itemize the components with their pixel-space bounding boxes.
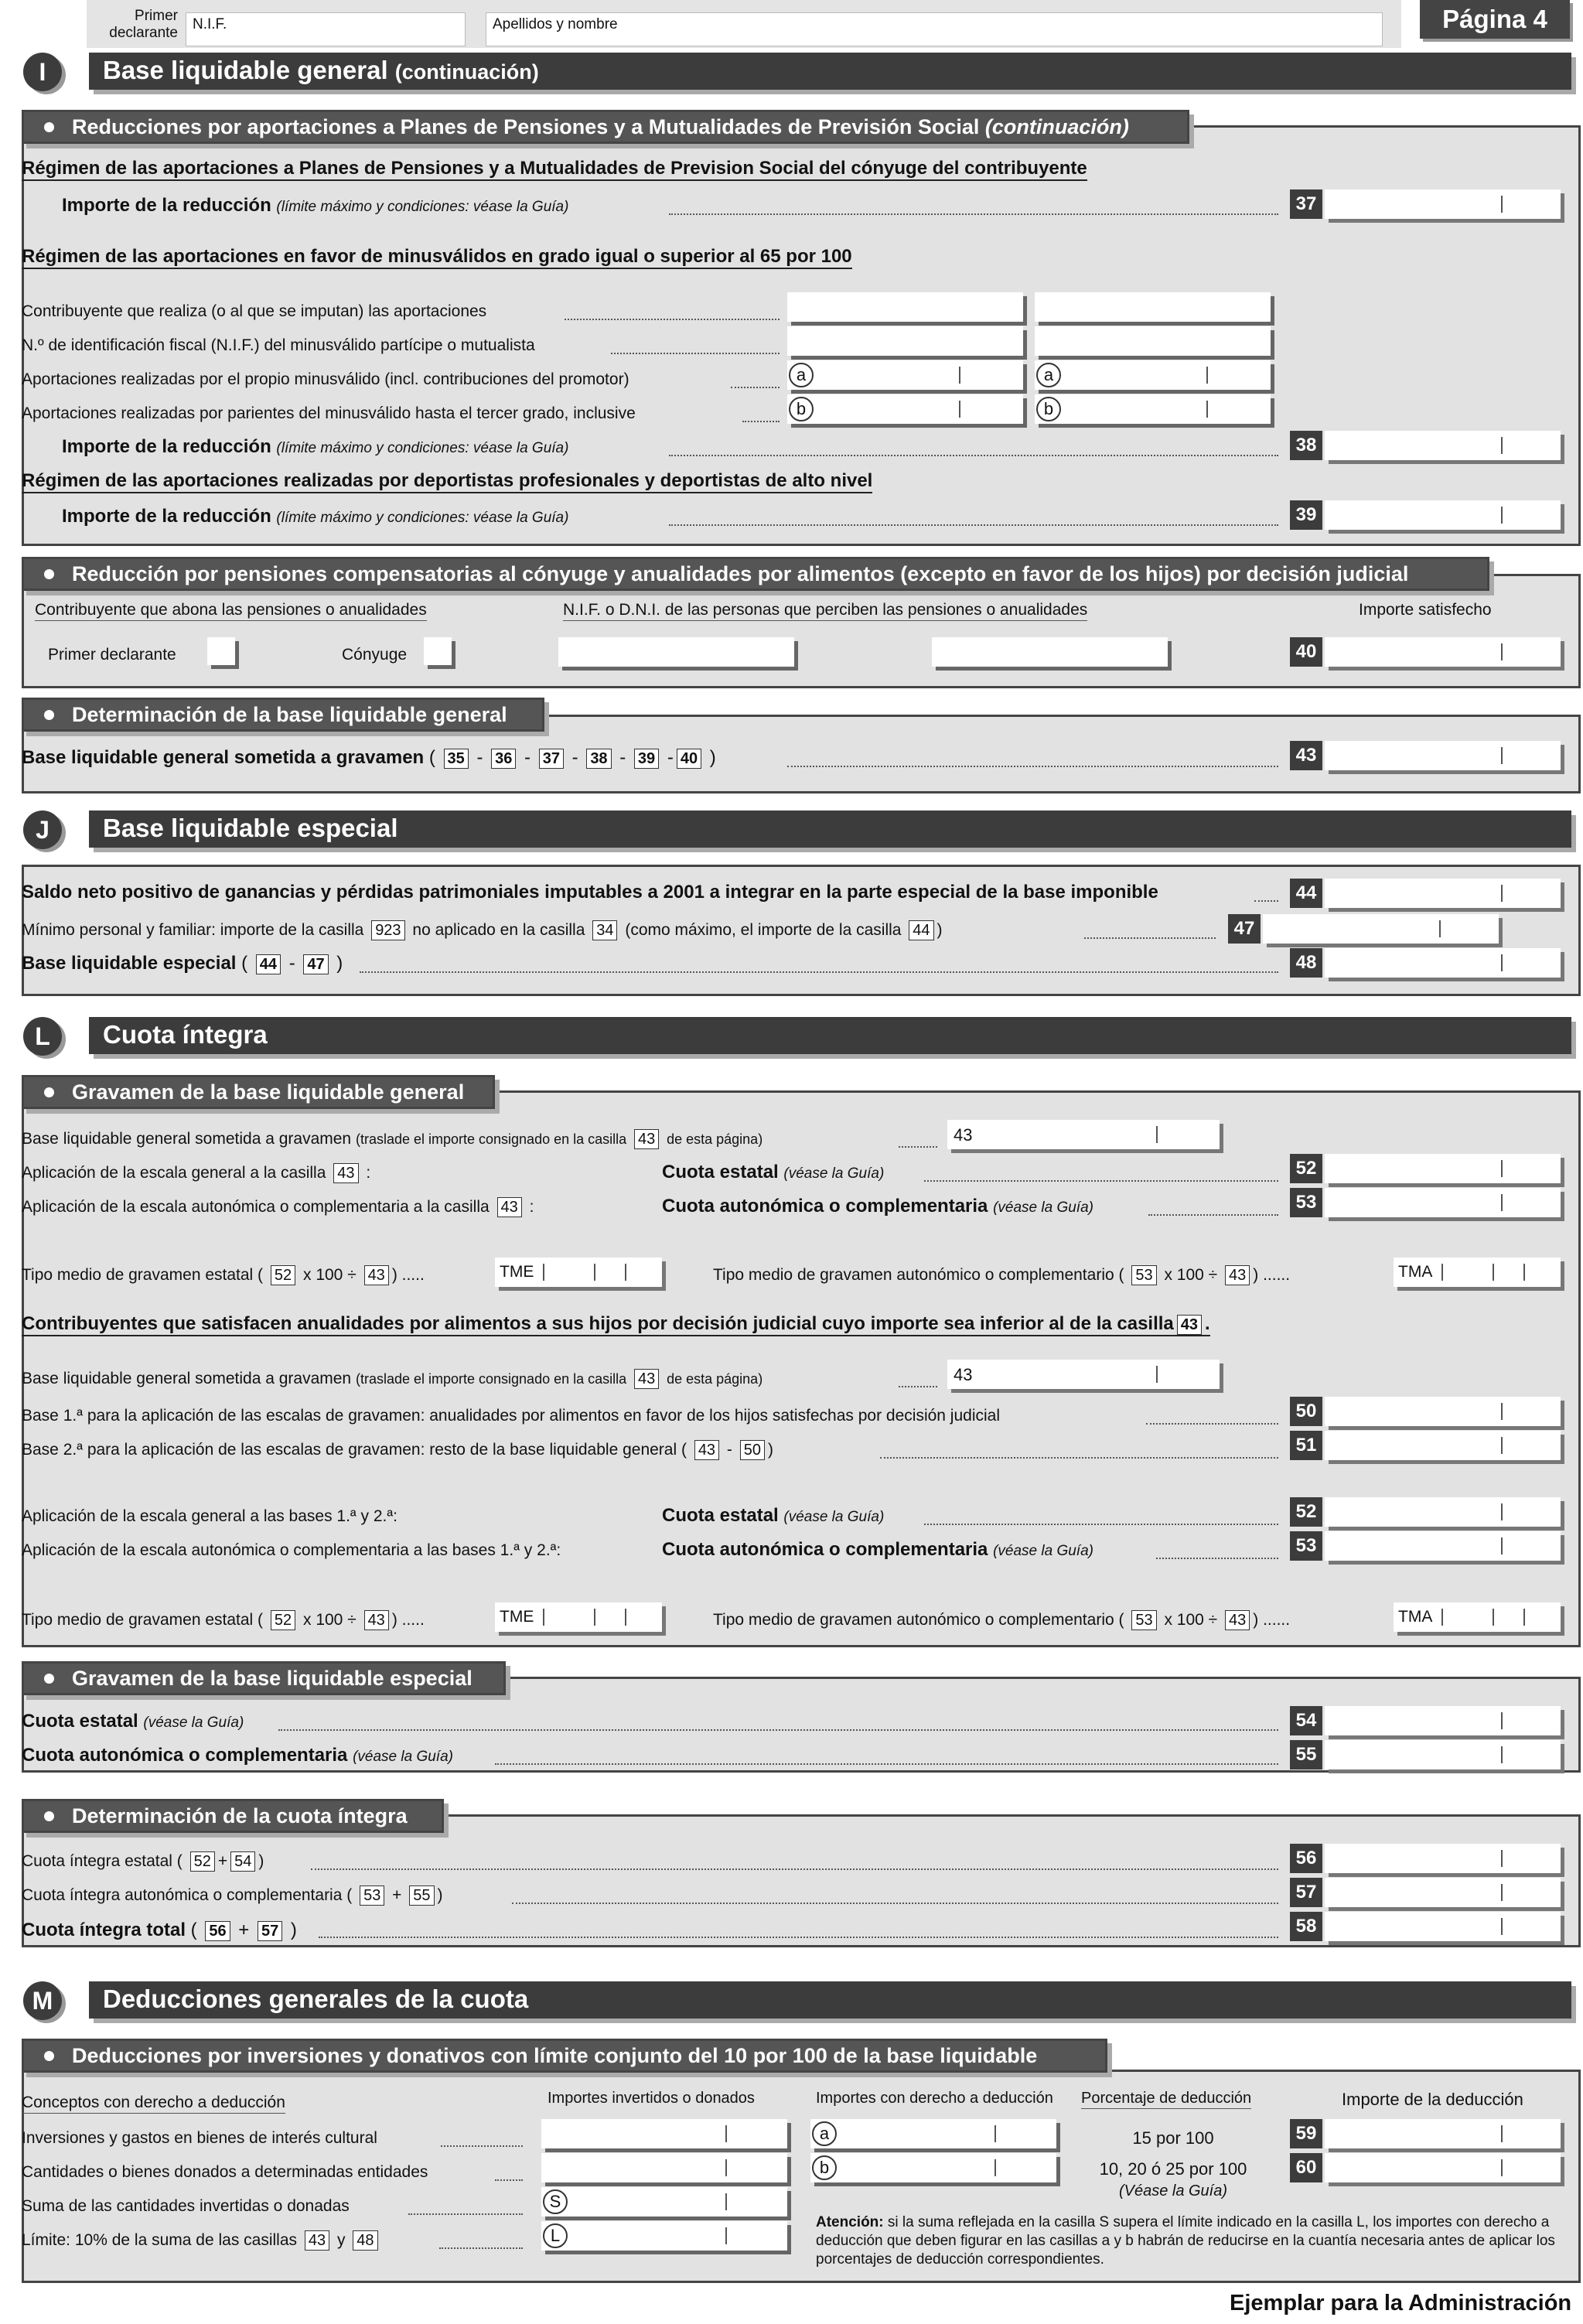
dots [495, 1763, 1278, 1765]
base-gravamen-traslade-label-2: Base liquidable general sometida a gravamen (traslade el importe consignado en la casilla 43 de esta página) [22, 1370, 763, 1387]
dots [311, 1868, 1278, 1870]
ring-b: b [1036, 397, 1061, 421]
dots [360, 971, 1278, 973]
dots [742, 421, 780, 422]
dots [408, 2213, 523, 2215]
saldo-neto-label: Saldo neto positivo de ganancias y pérdidas patrimoniales imputables a 2001 a integrar en la parte especial de la base imponible [22, 882, 1158, 903]
nif-minusv-field-1[interactable] [787, 326, 1023, 356]
importe-invertido-2[interactable] [541, 2153, 787, 2182]
section-i-title: Base liquidable general (continuación) [89, 53, 1571, 90]
nif-label: N.I.F. [193, 16, 227, 32]
derecho-a-field[interactable] [810, 2119, 1056, 2148]
ded-col5-header: Importe de la deducción [1342, 2090, 1523, 2109]
box-number-56: 56 [1290, 1844, 1322, 1873]
box-number-44: 44 [1290, 879, 1322, 908]
importe-invertido-1[interactable] [541, 2119, 787, 2148]
dots [731, 387, 780, 388]
base-general-gravamen-label: Base liquidable general sometida a gravamen ( 35 - 36 - 37 - 38 - 39 - 40 ) [22, 747, 716, 768]
input-box-50[interactable] [1325, 1397, 1561, 1426]
minusv-heading: Régimen de las aportaciones en favor de minusválidos en grado igual o superior al 65 por 100 [22, 246, 852, 269]
contribuyente-field-2[interactable] [1035, 292, 1271, 322]
conyuge-checkbox[interactable] [424, 637, 452, 665]
box-number-43: 43 [1290, 741, 1322, 770]
conyuge-heading: Régimen de las aportaciones a Planes de Pensiones y a Mutualidades de Prevision Social del cónyuge del contribuyente [22, 158, 1087, 181]
hijos-heading: Contribuyentes que satisfacen anualidades por alimentos a sus hijos por decisión judicial cuyo importe sea inferior al de la casilla 43 . [22, 1313, 1210, 1336]
comp-col3-header: Importe satisfecho [1359, 601, 1492, 619]
ded-col4-header: Porcentaje de deducción [1081, 2088, 1251, 2109]
aportacion-b-field-1[interactable] [787, 394, 1023, 424]
dots [565, 319, 780, 320]
box-number-38: 38 [1290, 431, 1322, 460]
tipo-medio-autonomico-label: Tipo medio de gravamen autonómico o complementario ( 53 x 100 ÷ 43 ) ...... [713, 1266, 1291, 1284]
porcentaje-2-guia: (Véase la Guía) [1118, 2182, 1228, 2199]
cuota-autonomica-label: Cuota autonómica o complementaria (véase la Guía) [662, 1196, 1093, 1217]
box-number-37: 37 [1290, 189, 1322, 219]
nif-field[interactable] [186, 12, 466, 46]
dots [1148, 1214, 1278, 1216]
escala-general-label: Aplicación de la escala general a la casilla 43 : [22, 1164, 371, 1182]
escala-general-bases-label: Aplicación de la escala general a las bases 1.ª y 2.ª: [22, 1507, 397, 1525]
cuota-integra-total-label: Cuota íntegra total ( 56 + 57 ) [22, 1920, 297, 1940]
escala-autonomica-label: Aplicación de la escala autonómica o complementaria a la casilla 43 : [22, 1198, 534, 1216]
name-label: Apellidos y nombre [493, 16, 618, 32]
input-box-51[interactable] [1325, 1431, 1561, 1460]
nif-perceptor-field-2[interactable] [932, 637, 1168, 667]
determ-general-tab: Determinación de la base liquidable general [22, 698, 544, 732]
section-badge-i: I [23, 53, 62, 91]
ded-col1-header: Conceptos con derecho a deducción [22, 2093, 285, 2114]
dots [899, 1146, 937, 1148]
compensatorias-tab: Reducción por pensiones compensatorias al cónyuge y anualidades por alimentos (excepto en favor de los hijos) por decisión judicial [22, 557, 1489, 591]
ring-b: b [812, 2155, 837, 2180]
input-box-53[interactable] [1325, 1188, 1561, 1217]
grav-especial-tab: Gravamen de la base liquidable especial [22, 1661, 506, 1695]
compensatorias-panel [22, 574, 1581, 688]
ded-row-2-label: Cantidades o bienes donados a determinadas entidades [22, 2163, 428, 2181]
input-box-38[interactable] [1325, 431, 1561, 460]
input-box-44[interactable] [1325, 879, 1561, 908]
section-m-title: Deducciones generales de la cuota [89, 1981, 1571, 2019]
dots [880, 1457, 1278, 1459]
cuota-integra-estatal-label: Cuota íntegra estatal ( 52 + 54 ) [22, 1852, 264, 1870]
page-number: Página 4 [1420, 0, 1570, 39]
suma-s-field[interactable] [541, 2187, 787, 2217]
escala-autonomica-bases-label: Aplicación de la escala autonómica o complementaria a las bases 1.ª y 2.ª: [22, 1541, 561, 1559]
section-badge-j: J [23, 810, 62, 849]
ded-row-1-label: Inversiones y gastos en bienes de interés cultural [22, 2129, 377, 2147]
section-badge-m: M [23, 1981, 62, 2020]
tme-input[interactable]: TME [495, 1258, 662, 1287]
input-box-59[interactable] [1325, 2119, 1561, 2148]
importe-39-label: Importe de la reducción (límite máximo y condiciones: véase la Guía) [62, 506, 569, 527]
box-number-39: 39 [1290, 500, 1322, 530]
box-number-57: 57 [1290, 1878, 1322, 1907]
section-j-title: Base liquidable especial [89, 810, 1571, 848]
box-number-60: 60 [1290, 2153, 1322, 2182]
declarant-label: Primer declarante [109, 8, 178, 41]
aportacion-a-field-1[interactable] [787, 360, 1023, 390]
dots [512, 1903, 1278, 1904]
determ-cuota-tab: Determinación de la cuota íntegra [22, 1799, 444, 1833]
base-especial-label: Base liquidable especial ( 44 - 47 ) [22, 953, 343, 974]
input-box-47[interactable] [1263, 914, 1499, 944]
box-number-40: 40 [1290, 637, 1322, 667]
importe-38-label: Importe de la reducción (límite máximo y condiciones: véase la Guía) [62, 436, 569, 457]
cuota-estatal-label: Cuota estatal (véase la Guía) [662, 1162, 885, 1182]
box-number-50: 50 [1290, 1397, 1322, 1426]
dots [319, 1937, 1278, 1938]
dots [1146, 1423, 1278, 1425]
dots [439, 2247, 523, 2249]
contribuyente-field-1[interactable] [787, 292, 1023, 322]
input-box-37[interactable] [1325, 189, 1561, 219]
importe-37-label: Importe de la reducción (límite máximo y condiciones: véase la Guía) [62, 195, 569, 216]
limite-l-field[interactable] [541, 2221, 787, 2251]
name-field[interactable] [486, 12, 1383, 46]
dots [495, 2179, 523, 2181]
cuota-autonomica-label-2: Cuota autonómica o complementaria (véase la Guía) [662, 1539, 1093, 1560]
base-gravamen-traslade-label: Base liquidable general sometida a gravamen (traslade el importe consignado en la casilla 43 de esta página) [22, 1130, 763, 1148]
ded-row-4-label: Límite: 10% de la suma de las casillas 43 y 48 [22, 2230, 381, 2251]
aportacion-b-field-2[interactable] [1035, 394, 1271, 424]
box-number-47: 47 [1228, 914, 1261, 944]
input-box-39[interactable] [1325, 500, 1561, 530]
dots [669, 213, 1278, 215]
box-number-51: 51 [1290, 1431, 1322, 1460]
input-box-57[interactable] [1325, 1878, 1561, 1907]
box-number-48: 48 [1290, 948, 1322, 978]
ring-l: L [543, 2223, 568, 2248]
input-box-43[interactable] [1325, 741, 1561, 770]
grav-general-tab: Gravamen de la base liquidable general [22, 1075, 495, 1109]
minusv-row-4: Aportaciones realizadas por parientes del minusválido hasta el tercer grado, inclusive [22, 404, 636, 422]
dots [1156, 1558, 1278, 1559]
cuota-integra-autonomica-label: Cuota íntegra autonómica o complementaria ( 53 + 55 ) [22, 1886, 443, 1904]
minusv-row-3: Aportaciones realizadas por el propio minusválido (incl. contribuciones del promotor) [22, 370, 629, 388]
tma-input-2[interactable]: TMA [1394, 1602, 1561, 1632]
input-box-55[interactable] [1325, 1740, 1561, 1769]
dots [669, 524, 1278, 526]
ring-s: S [543, 2189, 568, 2214]
ring-b: b [789, 397, 814, 421]
dots [899, 1386, 937, 1387]
aportacion-a-field-2[interactable] [1035, 360, 1271, 390]
porcentaje-2: 10, 20 ó 25 por 100 [1099, 2159, 1247, 2179]
input-box-53b[interactable] [1325, 1531, 1561, 1561]
deducciones-tab: Deducciones por inversiones y donativos con límite conjunto del 10 por 100 de la base liquidable [22, 2039, 1107, 2073]
input-box-40[interactable] [1325, 637, 1561, 667]
input-box-52[interactable] [1325, 1154, 1561, 1183]
derecho-b-field[interactable] [810, 2153, 1056, 2182]
box-number-59: 59 [1290, 2119, 1322, 2148]
dots [669, 455, 1278, 456]
dots [611, 353, 780, 354]
tipo-medio-estatal-label: Tipo medio de gravamen estatal ( 52 x 100 ÷ 43 ) ..... [22, 1266, 425, 1284]
section-badge-l: L [23, 1017, 62, 1056]
nif-minusv-field-2[interactable] [1035, 326, 1271, 356]
input-box-48[interactable] [1325, 948, 1561, 978]
ded-col2-header: Importes invertidos o donados [548, 2090, 755, 2107]
dots [441, 2145, 523, 2147]
footer-copy-label: Ejemplar para la Administración [1230, 2291, 1572, 2315]
dots [1254, 900, 1278, 902]
input-box-54[interactable] [1325, 1706, 1561, 1735]
conyuge-label: Cónyuge [342, 646, 408, 664]
input-box-52b[interactable] [1325, 1497, 1561, 1527]
ded-row-3-label: Suma de las cantidades invertidas o donadas [22, 2197, 350, 2215]
primer-declarante-checkbox[interactable] [207, 637, 235, 665]
box-number-55: 55 [1290, 1740, 1322, 1769]
dots [278, 1729, 1278, 1731]
ring-a: a [812, 2121, 837, 2146]
deport-heading: Régimen de las aportaciones realizadas por deportistas profesionales y deportistas de alto nivel [22, 470, 872, 493]
ded-col3-header: Importes con derecho a deducción [816, 2090, 1053, 2107]
section-l-title: Cuota íntegra [89, 1017, 1571, 1054]
cuota-estatal-label-2: Cuota estatal (véase la Guía) [662, 1505, 885, 1526]
dots [924, 1180, 1278, 1182]
tme-input-2[interactable]: TME [495, 1602, 662, 1632]
minimo-personal-label: Mínimo personal y familiar: importe de la casilla 923 no aplicado en la casilla 34 (como máximo, el importe de la casilla 44 ) [22, 921, 943, 939]
nif-perceptor-field-1[interactable] [558, 637, 794, 667]
ring-a: a [789, 363, 814, 387]
input-box-60[interactable] [1325, 2153, 1561, 2182]
ring-a: a [1036, 363, 1061, 387]
box-number-52: 52 [1290, 1154, 1322, 1183]
box-number-52b: 52 [1290, 1497, 1322, 1527]
tipo-medio-autonomico-label-2: Tipo medio de gravamen autonómico o complementario ( 53 x 100 ÷ 43 ) ...... [713, 1611, 1291, 1629]
atencion-note: Atención: si la suma reflejada en la casilla S supera el límite indicado en la casilla L, los importes con derecho a deducción que deben figurar en las casillas a y b habrán de reducirse en la cuantía necesaria antes de aplicar los porcentajes de deducción correspondientes. [816, 2214, 1555, 2268]
comp-col2-header: N.I.F. o D.N.I. de las personas que perciben las pensiones o anualidades [563, 600, 1087, 621]
dots [1084, 937, 1216, 939]
minusv-row-1: Contribuyente que realiza (o al que se imputan) las aportaciones [22, 302, 487, 320]
box-number-54: 54 [1290, 1706, 1322, 1735]
tma-input[interactable]: TMA [1394, 1258, 1561, 1287]
dots [787, 766, 1278, 767]
cuota-autonomica-especial-label: Cuota autonómica o complementaria (véase la Guía) [22, 1745, 453, 1766]
comp-col1-header: Contribuyente que abona las pensiones o anualidades [35, 600, 427, 621]
box-number-53b: 53 [1290, 1531, 1322, 1561]
base-43-input-2[interactable]: 43 [947, 1360, 1220, 1389]
base-1-label: Base 1.ª para la aplicación de las escalas de gravamen: anualidades por alimentos en favor de los hijos satisfechas por decisión judicial [22, 1407, 1001, 1425]
input-box-58[interactable] [1325, 1912, 1561, 1941]
primer-declarante-label: Primer declarante [48, 646, 176, 664]
input-box-56[interactable] [1325, 1844, 1561, 1873]
base-43-input[interactable]: 43 [947, 1120, 1220, 1149]
box-number-58: 58 [1290, 1912, 1322, 1941]
tipo-medio-estatal-label-2: Tipo medio de gravamen estatal ( 52 x 100 ÷ 43 ) ..... [22, 1611, 425, 1629]
pensiones-tab: Reducciones por aportaciones a Planes de Pensiones y a Mutualidades de Previsión Social (continuación) [22, 110, 1189, 144]
porcentaje-1: 15 por 100 [1132, 2128, 1214, 2148]
cuota-estatal-especial-label: Cuota estatal (véase la Guía) [22, 1711, 244, 1732]
minusv-row-2: N.º de identificación fiscal (N.I.F.) del minusválido partícipe o mutualista [22, 336, 535, 354]
dots [924, 1524, 1278, 1525]
box-number-53: 53 [1290, 1188, 1322, 1217]
base-2-label: Base 2.ª para la aplicación de las escalas de gravamen: resto de la base liquidable general ( 43 - 50 ) [22, 1441, 773, 1459]
